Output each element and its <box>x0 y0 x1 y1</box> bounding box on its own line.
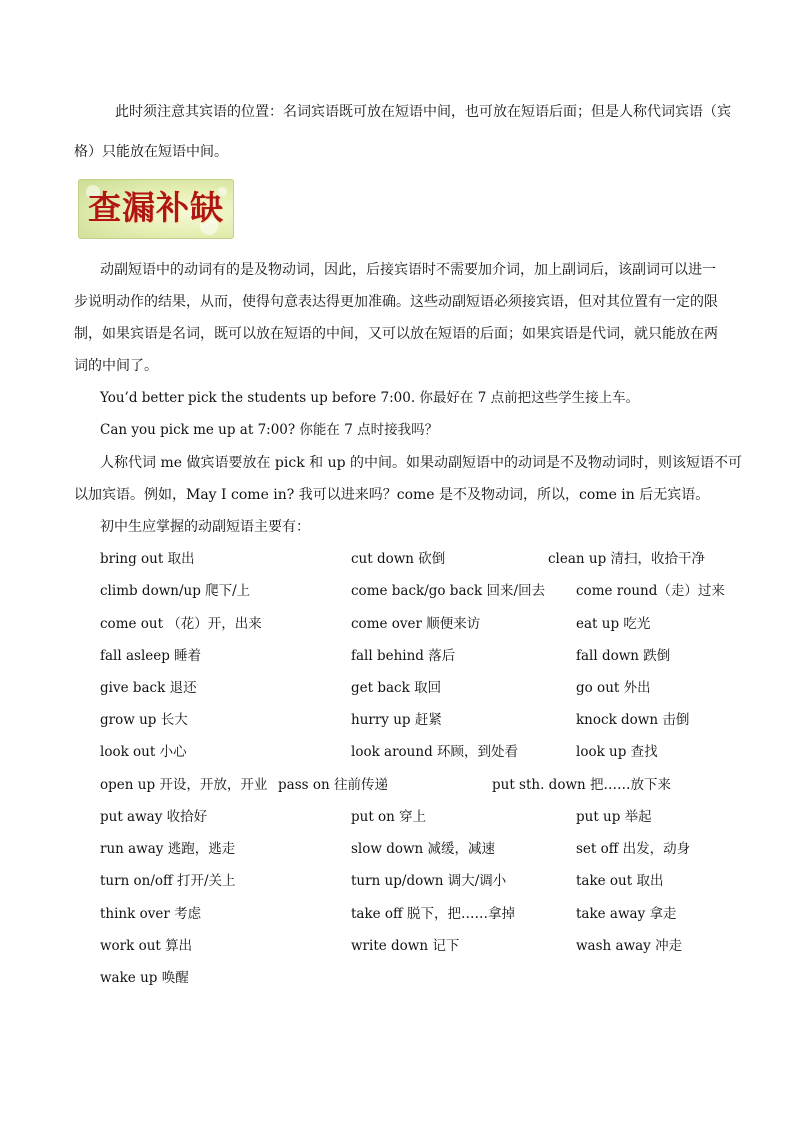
phrase-item: climb down/up 爬下/上 <box>100 583 251 599</box>
phrase-item: come round（走）过来 <box>576 583 725 599</box>
phrase-item: hurry up 赶紧 <box>351 712 442 728</box>
intro-line-1: 此时须注意其宾语的位置：名词宾语既可放在短语中间，也可放在短语后面；但是人称代词宾语（宾 <box>115 104 731 120</box>
phrase-item: open up 开设，开放，开业 <box>100 777 268 793</box>
phrase-item: cut down 砍倒 <box>351 551 446 567</box>
phrase-item: come out （花）开，出来 <box>100 616 262 632</box>
paragraph-1-line-1: 动副短语中的动词有的是及物动词，因此，后接宾语时不需要加介词，加上副词后，该副词可以进一 <box>100 262 716 278</box>
paragraph-2-line-2: 以加宾语。例如，May I come in? 我可以进来吗？come 是不及物动词，所以，come in 后无宾语。 <box>74 487 710 503</box>
paragraph-1-line-3: 制，如果宾语是名词，既可以放在短语的中间，又可以放在短语的后面；如果宾语是代词，就只能放在两 <box>74 326 718 342</box>
phrase-item: bring out 取出 <box>100 551 195 567</box>
paragraph-1-line-2: 步说明动作的结果，从而，使得句意表达得更加准确。这些动副短语必须接宾语，但对其位置有一定的限 <box>74 294 718 310</box>
phrase-item: take away 拿走 <box>576 906 677 922</box>
section-banner <box>78 179 234 239</box>
intro-line-2: 格）只能放在短语中间。 <box>74 144 228 160</box>
phrase-item: look around 环顾，到处看 <box>351 744 518 760</box>
example-sentence-1: You’d better pick the students up before 7:00. 你最好在 7 点前把这些学生接上车。 <box>100 390 640 406</box>
phrase-item: write down 记下 <box>351 938 460 954</box>
phrase-item: fall behind 落后 <box>351 648 456 664</box>
phrase-item: wash away 冲走 <box>576 938 683 954</box>
phrase-item: work out 算出 <box>100 938 193 954</box>
phrase-item: wake up 唤醒 <box>100 970 189 986</box>
paragraph-3: 初中生应掌握的动副短语主要有： <box>100 519 310 535</box>
phrase-item: look out 小心 <box>100 744 187 760</box>
phrase-item: put sth. down 把……放下来 <box>492 777 671 793</box>
phrase-item: put away 收拾好 <box>100 809 208 825</box>
banner-title: 查漏补缺 <box>88 188 224 227</box>
phrase-item: set off 出发，动身 <box>576 841 691 857</box>
phrase-item: pass on 往前传递 <box>278 777 388 793</box>
phrase-item: get back 取回 <box>351 680 442 696</box>
phrase-item: put up 举起 <box>576 809 652 825</box>
phrase-item: come over 顺便来访 <box>351 616 481 632</box>
phrase-item: take off 脱下，把……拿掉 <box>351 906 515 922</box>
phrase-item: take out 取出 <box>576 873 664 889</box>
phrase-item: think over 考虑 <box>100 906 202 922</box>
phrase-item: turn up/down 调大/调小 <box>351 873 507 889</box>
phrase-item: give back 退还 <box>100 680 197 696</box>
phrase-item: run away 逃跑，逃走 <box>100 841 236 857</box>
phrase-item: go out 外出 <box>576 680 651 696</box>
phrase-item: knock down 击倒 <box>576 712 690 728</box>
phrase-item: slow down 减缓，减速 <box>351 841 496 857</box>
phrase-item: fall asleep 睡着 <box>100 648 202 664</box>
phrase-item: fall down 跌倒 <box>576 648 671 664</box>
phrase-item: eat up 吃光 <box>576 616 651 632</box>
example-sentence-2: Can you pick me up at 7:00? 你能在 7 点时接我吗？ <box>100 422 439 438</box>
paragraph-2-line-1: 人称代词 me 做宾语要放在 pick 和 up 的中间。如果动副短语中的动词是不及物动词时，则该短语不可 <box>100 455 743 471</box>
phrase-item: look up 查找 <box>576 744 658 760</box>
phrase-item: grow up 长大 <box>100 712 188 728</box>
phrase-item: clean up 清扫，收拾干净 <box>548 551 706 567</box>
paragraph-1-line-4: 词的中间了。 <box>74 358 158 374</box>
phrase-item: put on 穿上 <box>351 809 427 825</box>
phrase-item: turn on/off 打开/关上 <box>100 873 236 889</box>
phrase-item: come back/go back 回来/回去 <box>351 583 546 599</box>
